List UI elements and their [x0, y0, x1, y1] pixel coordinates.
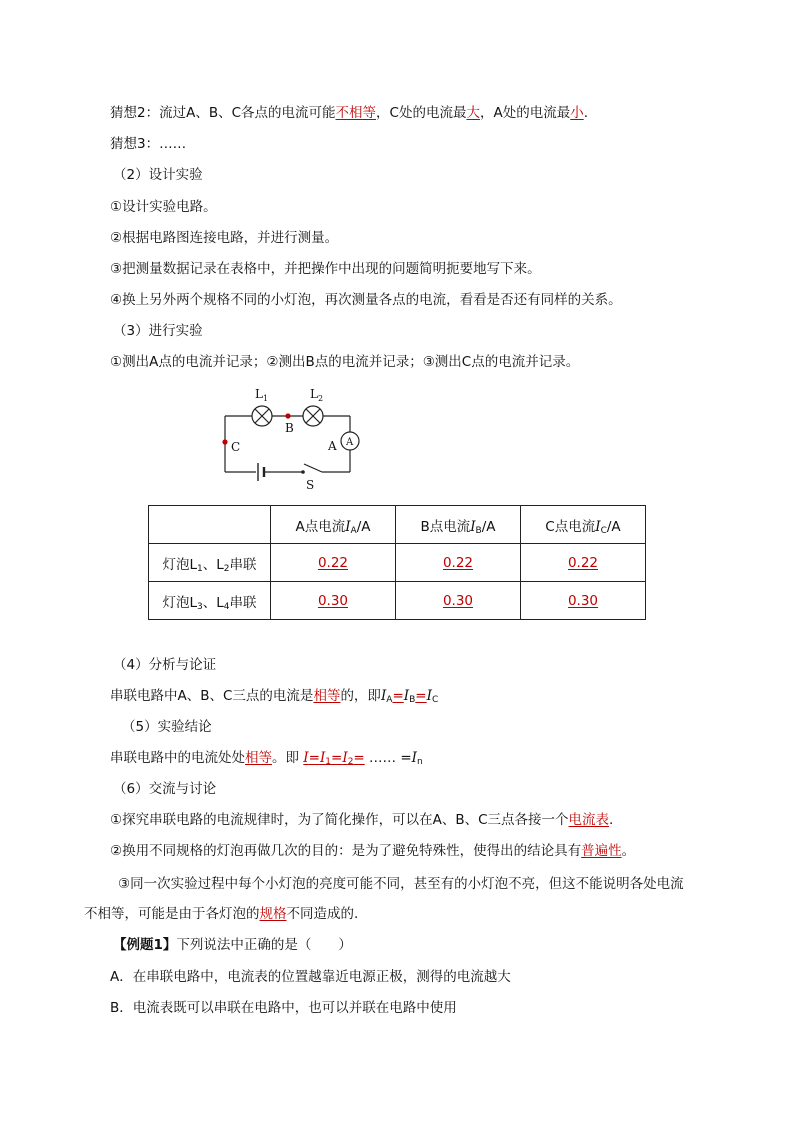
table-header-cell: A点电流$I_A/A$ [270, 506, 395, 544]
analysis-line: 串联电路中A、B、C三点的电流是相等的，即$I_A=I_B=I_C$ [110, 688, 439, 705]
circuit-diagram [200, 380, 370, 492]
lamp-l1-label: $L_1$ [255, 387, 269, 403]
answer-blank: 相等 [245, 750, 272, 766]
analysis-heading: （4）分析与论证 [113, 657, 217, 673]
current-data-table [148, 505, 646, 620]
value-cell: 0.22 [395, 544, 520, 582]
point-b-label: B [285, 421, 294, 435]
option-b: B．电流表既可以串联在电路中，也可以并联在电路中使用 [110, 1000, 457, 1016]
discussion-heading: （6）交流与讨论 [113, 781, 217, 797]
example-tag: 【例题1】 [113, 937, 177, 953]
ammeter-symbol: A [346, 437, 354, 448]
discussion-point-2: ②换用不同规格的灯泡再做几次的目的：是为了避免特殊性，使得出的结论具有普遍性。 [110, 843, 636, 859]
value-cell: 0.30 [395, 582, 520, 620]
value-cell: 0.30 [270, 582, 395, 620]
guess-2-text: ，A处的电流最 [479, 105, 571, 121]
value-cell: 0.22 [270, 544, 395, 582]
guess-2-text: . [583, 105, 588, 121]
table-header-cell: C点电流$I_C/A$ [520, 506, 645, 544]
point-c-dot [222, 439, 227, 444]
value-cell: 0.30 [520, 582, 645, 620]
table-header-row [149, 506, 646, 544]
discussion-point-3-line-1: ③同一次实验过程中每个小灯泡的亮度可能不同，甚至有的小灯泡不亮，但这不能说明各处电流 [118, 876, 684, 892]
guess-3-line: 猜想3：…… [110, 136, 187, 152]
discussion-point-3-line-2: 不相等，可能是由于各灯泡的规格不同造成的. [84, 906, 359, 922]
design-step-1: ①设计实验电路。 [110, 199, 217, 215]
answer-blank: 电流表 [568, 812, 610, 828]
table-header-cell: B点电流$I_B/A$ [395, 506, 520, 544]
guess-2-text: 猜想2：流过A、B、C各点的电流可能 [110, 105, 336, 121]
discussion-point-1: ①探究串联电路的电流规律时，为了简化操作，可以在A、B、C三点各接一个电流表. [110, 812, 614, 828]
point-c-label: C [231, 440, 241, 454]
switch-contact [301, 470, 305, 474]
conclusion-heading: （5）实验结论 [122, 719, 212, 735]
answer-blank: 普遍性 [581, 843, 622, 859]
switch-blade [304, 464, 322, 472]
table-corner-cell [149, 506, 271, 544]
option-a: A．在串联电路中，电流表的位置越靠近电源正极，测得的电流越大 [110, 969, 511, 985]
switch-label: S [306, 478, 315, 492]
table-row [149, 544, 646, 582]
point-a-label: A [328, 439, 337, 453]
design-step-2: ②根据电路图连接电路，并进行测量。 [110, 230, 339, 246]
conclusion-line: 串联电路中的电流处处相等。即 $I=I_1=I_2=$ …… $=I_n$ [110, 750, 423, 767]
answer-blank: 相等 [313, 688, 341, 704]
experiment-step: ①测出A点的电流并记录；②测出B点的电流并记录；③测出C点的电流并记录。 [110, 354, 580, 370]
row-label-cell: 灯泡$L_1$、$L_2$串联 [149, 544, 271, 582]
example-question: 【例题1】下列说法中正确的是（ ） [113, 937, 352, 953]
point-b-dot [285, 413, 290, 418]
design-heading: （2）设计实验 [113, 167, 203, 183]
answer-blank: 大 [466, 105, 480, 121]
answer-blank: 小 [570, 105, 584, 121]
answer-blank: 不相等 [335, 105, 377, 121]
lamp-l2-label: $L_2$ [310, 387, 324, 403]
experiment-heading: （3）进行实验 [113, 323, 203, 339]
value-cell: 0.22 [520, 544, 645, 582]
design-step-4: ④换上另外两个规格不同的小灯泡，再次测量各点的电流，看看是否还有同样的关系。 [110, 292, 622, 308]
design-step-3: ③把测量数据记录在表格中，并把操作中出现的问题简明扼要地写下来。 [110, 261, 541, 277]
guess-2-text: ，C处的电流最 [376, 105, 467, 121]
table-row [149, 582, 646, 620]
guess-2-line [110, 103, 588, 123]
row-label-cell: 灯泡$L_3$、$L_4$串联 [149, 582, 271, 620]
answer-blank: 规格 [259, 906, 287, 922]
